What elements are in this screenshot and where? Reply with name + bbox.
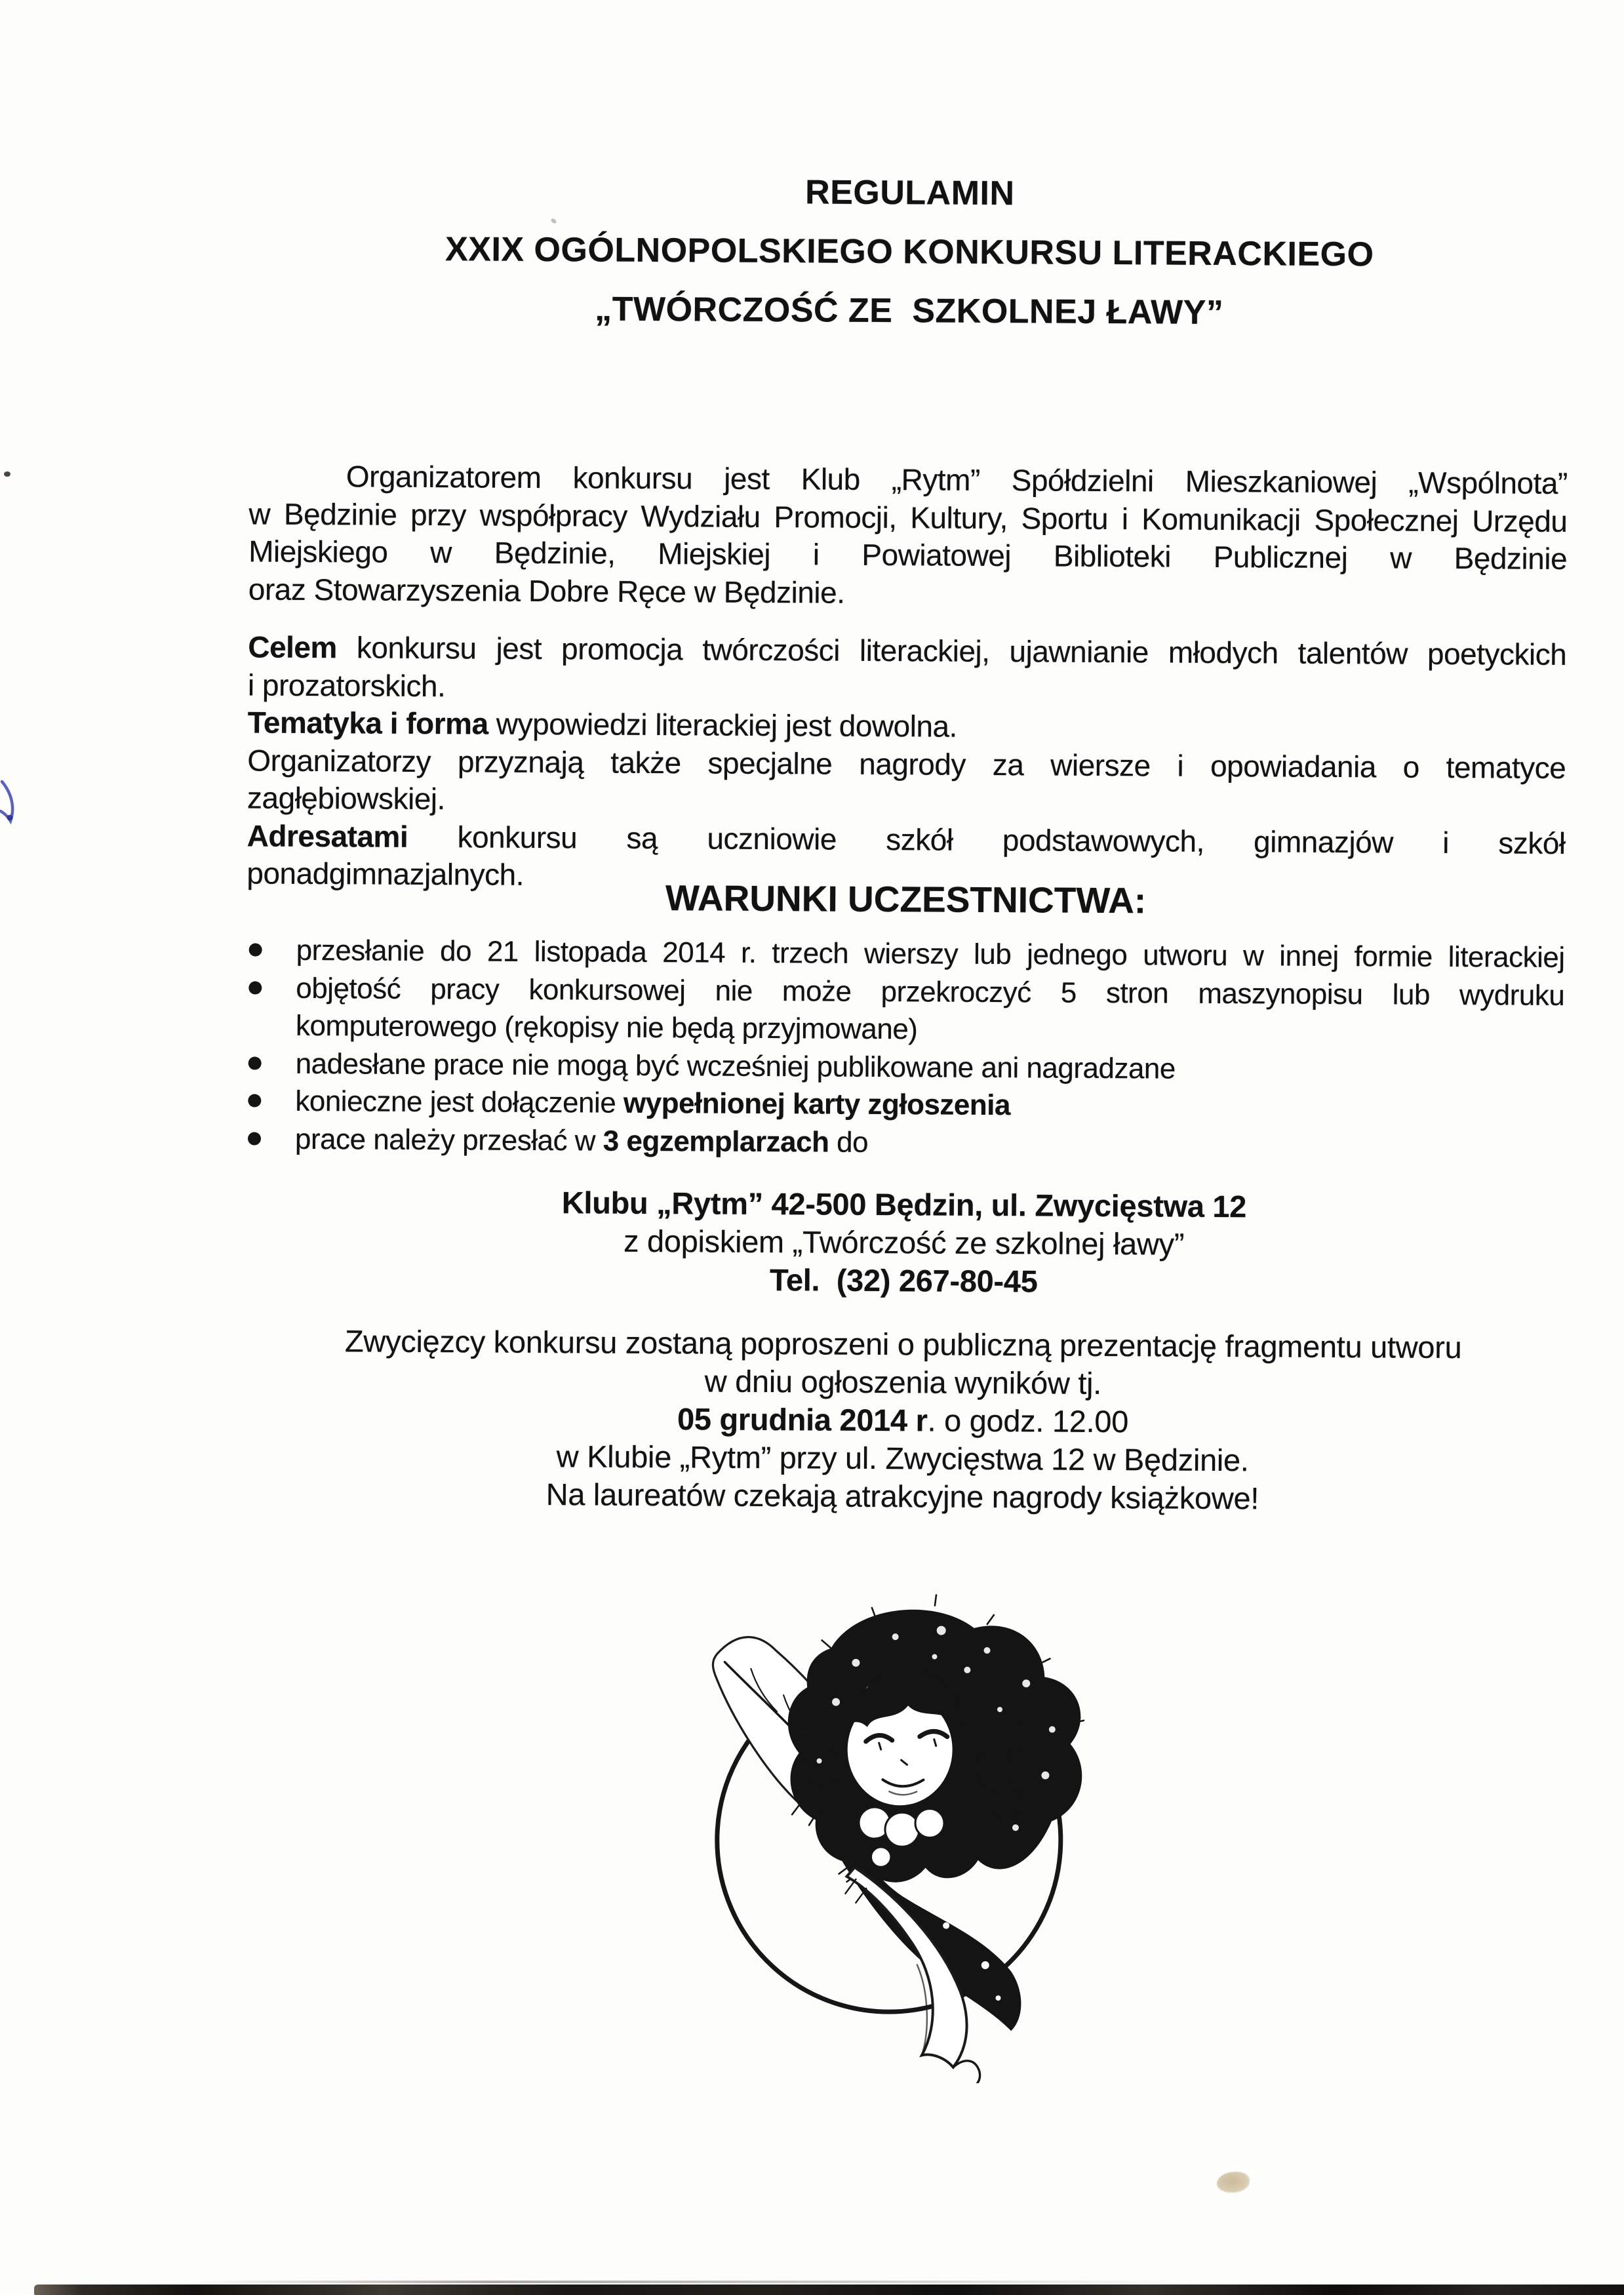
scan-edge-artifact [34, 2285, 1624, 2295]
results-date-line: 05 grudnia 2014 r. o godz. 12.00 [677, 1401, 1129, 1439]
goals-paragraph [247, 628, 1566, 900]
intro-paragraph [248, 457, 1568, 616]
bullet-icon [249, 943, 262, 956]
goal-label: Celem [248, 629, 338, 665]
text-line: Na laureatów czekają atrakcyjne nagrody książkowe! [545, 1477, 1259, 1516]
conditions-heading: WARUNKI UCZESTNICTWA: [665, 877, 1147, 921]
bullet-icon [248, 1094, 261, 1107]
text-line: Celem konkursu jest promocja twórczości literackiej, ujawnianie młodych talentów poetyckich [248, 629, 1567, 672]
text-line: ponadgimnazjalnych. [247, 856, 525, 892]
text-line: i prozatorskich. [247, 667, 446, 703]
address-line: z dopiskiem „Twórczość ze szkolnej ławy” [623, 1223, 1185, 1262]
scan-edge-faint-line [197, 2281, 1180, 2283]
text-line: objętość pracy konkursowej nie może przekroczyć 5 stron maszynopisu lub wydruku [296, 972, 1565, 1012]
quill-child-illustration [657, 1570, 1132, 2084]
text-line: Zwycięzcy konkursu zostaną poproszeni o publiczną prezentację fragmentu utworu [344, 1323, 1462, 1365]
ink-dot-artifact [4, 471, 10, 477]
text-line: zagłębiowskiej. [247, 780, 446, 816]
text-line: przesłanie do 21 listopada 2014 r. trzech wierszy lub jednego utworu w innej formie literackiej [296, 934, 1565, 974]
document-title-line-3: „TWÓRCZOŚĆ ZE SZKOLNEJ ŁAWY” [595, 290, 1224, 332]
bullet-item [245, 1120, 1564, 1165]
document-title-line-1: REGULAMIN [804, 173, 1015, 213]
address-line: Klubu „Rytm” 42-500 Będzin, ul. Zwycięstwa 12 [561, 1185, 1247, 1224]
bullet-icon [248, 1056, 262, 1069]
text-line: Organizatorzy przyznają także specjalne nagrody za wiersze i opowiadania o tematyce [247, 742, 1566, 785]
text-line: Tematyka i forma wypowiedzi literackiej jest dowolna. [247, 705, 958, 744]
phone-line: Tel. (32) 267-80-45 [769, 1262, 1038, 1299]
bullet-icon [248, 1132, 261, 1145]
document-title-line-2: XXIX OGÓLNOPOLSKIEGO KONKURSU LITERACKIEGO [445, 230, 1374, 274]
text-line: w dniu ogłoszenia wyników tj. [704, 1363, 1102, 1401]
text-line: w Będzinie przy współpracy Wydziału Promocji, Kultury, Sportu i Komunikacji Społecznej Urzędu [248, 496, 1568, 538]
text-line: Miejskiego w Będzinie, Miejskiej i Powiatowej Biblioteki Publicznej w Będzinie [248, 534, 1568, 576]
text-line: prace należy przesłać w 3 egzemplarzach do [294, 1123, 869, 1159]
blue-pen-mark [0, 778, 29, 846]
text-line: Adresatami konkursu są uczniowie szkół podstawowych, gimnazjów i szkół [247, 818, 1566, 860]
conditions-bullet-list [245, 931, 1565, 1165]
bullet-icon [248, 981, 262, 994]
bullet-item [246, 969, 1565, 1052]
text-line: oraz Stowarzyszenia Dobre Ręce w Będzinie. [248, 571, 845, 610]
text-line: konieczne jest dołączenie wypełnionej karty zgłoszenia [295, 1085, 1011, 1122]
text-line: Organizatorem konkursu jest Klub „Rytm” Spółdzielni Mieszkaniowej „Wspólnota” [346, 459, 1568, 501]
text-line: nadesłane prace nie mogą być wcześniej publikowane ani nagradzane [295, 1047, 1176, 1085]
results-block [243, 1321, 1563, 1519]
addressees-label: Adresatami [247, 818, 408, 854]
address-block [245, 1182, 1564, 1304]
text-line: w Klubie „Rytm” przy ul. Zwycięstwa 12 w Będzinie. [556, 1439, 1249, 1478]
theme-label: Tematyka i forma [247, 705, 488, 741]
text-line: komputerowego (rękopisy nie będą przyjmowane) [295, 1009, 918, 1046]
